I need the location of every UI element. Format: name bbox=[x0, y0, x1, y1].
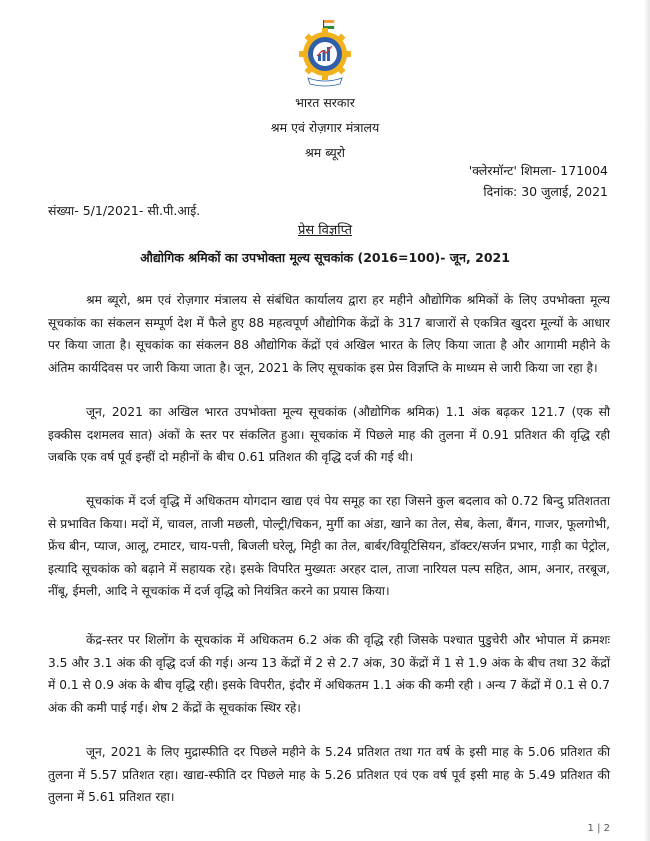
paragraph-intro: श्रम ब्यूरो, श्रम एवं रोज़गार मंत्रालय से संबंधित कार्यालय द्वारा हर महीने औद्योगिक श्रमिकों के लिए उपभोक्ता मूल्य सूचकांक का संकलन सम्पूर्ण देश में फैले हुए 88 महत्वपूर्ण औद्योगिक केंद्रों के 317 बाजारों से एकत्रित खुदरा मूल्यों के आधार पर किया जाता है। सूचकांक का संकलन 88 औद्योगिक केंद्रों एवं अखिल भारत के लिए किया जाता है और आगामी महीने के अंतिम कार्यदिवस पर जारी किया जाता है। जून, 2021 के लिए सूचकांक इस प्रेस विज्ञप्ति के माध्यम से जारी किया जा रहा है। bbox=[48, 293, 610, 375]
issue-date: दिनांक: 30 जुलाई, 2021 bbox=[483, 184, 608, 199]
ministry-name: श्रम एवं रोज़गार मंत्रालय bbox=[270, 120, 380, 135]
bureau-name: श्रम ब्यूरो bbox=[304, 145, 346, 160]
labour-bureau-emblem-icon bbox=[298, 18, 352, 88]
office-address: 'क्लेरमॉन्ट' शिमला- 171004 bbox=[468, 163, 608, 178]
government-name: भारत सरकार bbox=[295, 95, 355, 110]
paragraph-all-india-index: जून, 2021 का अखिल भारत उपभोक्ता मूल्य सूचकांक (औद्योगिक श्रमिक) 1.1 अंक बढ़कर 121.7 (एक सौ इक्कीस दशमलव सात) अंकों के स्तर पर संकलित हुआ। सूचकांक में पिछले माह की तुलना में 0.91 प्रतिशत की वृद्धि रही जबकि एक वर्ष पूर्व इन्हीं दो महीनों के बीच 0.61 प्रतिशत की वृद्धि दर्ज की गई थी। bbox=[48, 405, 610, 465]
scan-edge-shadow bbox=[644, 0, 650, 841]
paragraph-inflation: जून, 2021 के लिए मुद्रास्फीति दर पिछले महीने के 5.24 प्रतिशत तथा गत वर्ष के इसी माह के 5.06 प्रतिशत की तुलना में 5.57 प्रतिशत रहा। खाद्य-स्फीति दर पिछले माह के 5.26 प्रतिशत एवं एक वर्ष पूर्व इसी माह के 5.49 प्रतिशत की तुलना में 5.61 प्रतिशत रहा। bbox=[48, 745, 610, 805]
page-number: 1 | 2 bbox=[587, 823, 610, 834]
paragraph-centre-level: केंद्र-स्तर पर शिलोंग के सूचकांक में अधिकतम 6.2 अंक की वृद्धि रही जिसके पश्चात पुडुचेरी और भोपाल में क्रमशः 3.5 और 3.1 अंक की वृद्धि दर्ज की गई। अन्य 13 केंद्रों में 2 से 2.7 अंक, 30 केंद्रों में 1 से 1.9 अंक के बीच तथा 32 केंद्रों में 0.1 से 0.9 अंक के बीच वृद्धि रही। इसके विपरीत, इंदौर में अधिकतम 1.1 अंक की कमी रही । अन्य 7 केंद्रों में 0.1 से 0.7 अंक की कमी पाई गई। शेष 2 केंद्रों के सूचकांक स्थिर रहे। bbox=[48, 633, 610, 715]
reference-number: संख्या- 5/1/2021- सी.पी.आई. bbox=[48, 203, 201, 218]
release-subject: औद्योगिक श्रमिकों का उपभोक्ता मूल्य सूचकांक (2016=100)- जून, 2021 bbox=[140, 250, 510, 265]
paragraph-contributing-items: सूचकांक में दर्ज वृद्धि में अधिकतम योगदान खाद्य एवं पेय समूह का रहा जिसने कुल बदलाव को 0.72 बिन्दु प्रतिशतता से प्रभावित किया। मदों में, चावल, ताजी मछली, पोल्ट्री/चिकन, मुर्गी का अंडा, खाने का तेल, सेब, केला, बैंगन, गाजर, फूलगोभी, फ्रेंच बीन, प्याज, आलू, टमाटर, चाय-पत्ती, बिजली घरेलू, मिट्टी का तेल, बार्बर/वियूटिसियन, डॉक्टर/सर्जन प्रभार, गाड़ी का पेट्रोल, इत्यादि सूचकांक को बढ़ाने में सहायक रहे। इसके विपरित मुख्यतः अरहर दाल, ताजा नारियल पल्प सहित, आम, अनार, तरबूज, नींबू, ईमली, आदि ने सूचकांक में दर्ज वृद्धि को नियंत्रित करने का प्रयास किया। bbox=[48, 494, 610, 599]
press-release-title-text: प्रेस विज्ञप्ति bbox=[297, 223, 353, 238]
press-release-title bbox=[0, 223, 650, 239]
